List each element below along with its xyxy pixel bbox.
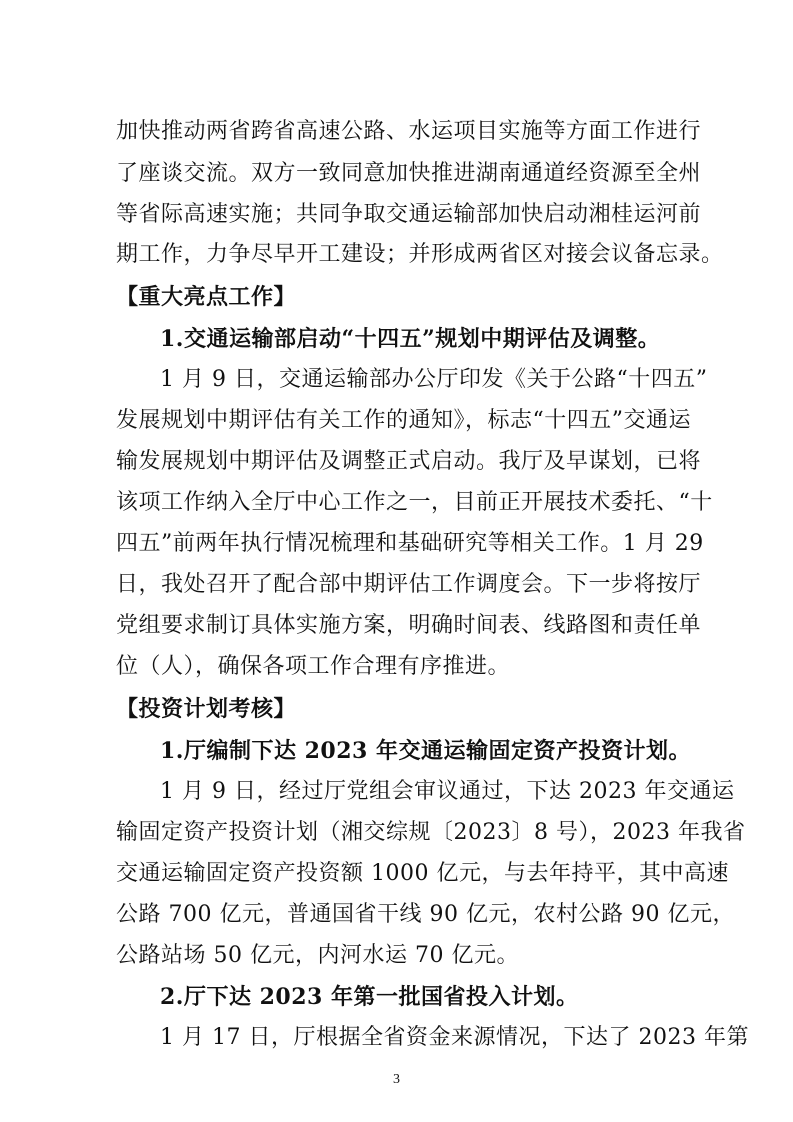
paragraph-line: 输固定资产投资计划（湘交综规〔2023〕8 号），2023 年我省: [116, 820, 746, 845]
paragraph-line: 输发展规划中期评估及调整正式启动。我厅及早谋划，已将: [116, 449, 702, 474]
paragraph-line: 位（人），确保各项工作合理有序推进。: [116, 654, 511, 679]
page-number: 3: [393, 1072, 400, 1087]
intro-line-4: 期工作，力争尽早开工建设；并形成两省区对接会议备忘录。: [116, 242, 724, 267]
paragraph-line: 1 月 9 日，交通运输部办公厅印发《关于公路“十四五”: [160, 367, 708, 392]
paragraph-line: 发展规划中期评估有关工作的通知》，标志“十四五”交通运: [116, 408, 691, 433]
item-title-plan-evaluation: 1.交通运输部启动“十四五”规划中期评估及调整。: [160, 326, 661, 352]
paragraph-line: 四五”前两年执行情况梳理和基础研究等相关工作。1 月 29: [116, 531, 704, 556]
intro-line-1: 加快推动两省跨省高速公路、水运项目实施等方面工作进行: [116, 119, 702, 144]
section-heading-highlights: 【重大亮点工作】: [116, 285, 297, 310]
paragraph-line: 公路站场 50 亿元，内河水运 70 亿元。: [116, 943, 519, 968]
intro-line-3: 等省际高速实施；共同争取交通运输部加快启动湘桂运河前: [116, 202, 702, 227]
paragraph-line: 该项工作纳入全厅中心工作之一，目前正开展技术委托、“十: [116, 490, 713, 515]
paragraph-line: 1 月 17 日，厅根据全省资金来源情况，下达了 2023 年第: [160, 1025, 749, 1050]
item-title-first-batch: 2.厅下达 2023 年第一批国省投入计划。: [160, 984, 579, 1010]
item-title-investment-plan: 1.厅编制下达 2023 年交通运输固定资产投资计划。: [160, 738, 692, 764]
paragraph-line: 交通运输固定资产投资额 1000 亿元，与去年持平，其中高速: [116, 861, 729, 886]
paragraph-line: 党组要求制订具体实施方案，明确时间表、线路图和责任单: [116, 613, 702, 638]
intro-line-2: 了座谈交流。双方一致同意加快推进湖南通道经资源至全州: [116, 161, 702, 186]
paragraph-line: 公路 700 亿元，普通国省干线 90 亿元，农村公路 90 亿元，: [116, 902, 735, 927]
section-heading-investment: 【投资计划考核】: [116, 697, 297, 722]
paragraph-line: 1 月 9 日，经过厅党组会审议通过，下达 2023 年交通运: [160, 779, 735, 804]
paragraph-line: 日，我处召开了配合部中期评估工作调度会。下一步将按厅: [116, 572, 702, 597]
